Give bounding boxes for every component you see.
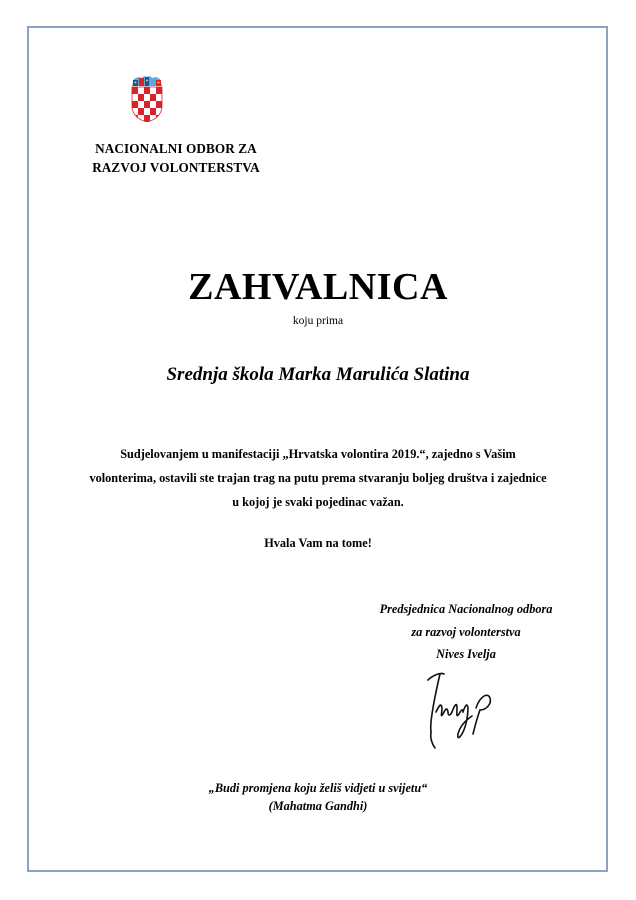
coat-of-arms-icon (131, 76, 163, 122)
signature-image (410, 668, 508, 754)
thanks-line: Hvala Vam na tome! (264, 536, 372, 550)
recipient-name: Srednja škola Marka Marulića Slatina (166, 364, 470, 385)
signatory-name: Nives Ivelja (436, 647, 496, 661)
organization-line-1: NACIONALNI ODBOR ZA (95, 141, 257, 156)
document-subtitle: koju prima (292, 315, 344, 327)
quote-author: (Mahatma Gandhi) (268, 799, 368, 813)
body-paragraph (60, 442, 576, 514)
body-line-3: u kojoj je svaki pojedinac važan. (232, 495, 404, 509)
document-title: ZAHVALNICA (188, 266, 448, 308)
signatory-role-line-2: za razvoj volonterstva (411, 624, 521, 639)
body-line-1: Sudjelovanjem u manifestaciji „Hrvatska volontira 2019.“, zajedno s Vašim (120, 447, 516, 461)
organization-name (56, 139, 296, 177)
signatory-block (356, 598, 576, 666)
body-line-2: volonterima, ostavili ste trajan trag na putu prema stvaranju boljeg društva i zajednice (89, 471, 547, 485)
quote-text: „Budi promjena koju želiš vidjeti u svijetu“ (208, 781, 428, 795)
organization-line-2: RAZVOJ VOLONTERSTVA (92, 160, 260, 175)
closing-quote (150, 779, 486, 815)
signatory-role-line-1: Predsjednica Nacionalnog odbora (379, 602, 553, 616)
